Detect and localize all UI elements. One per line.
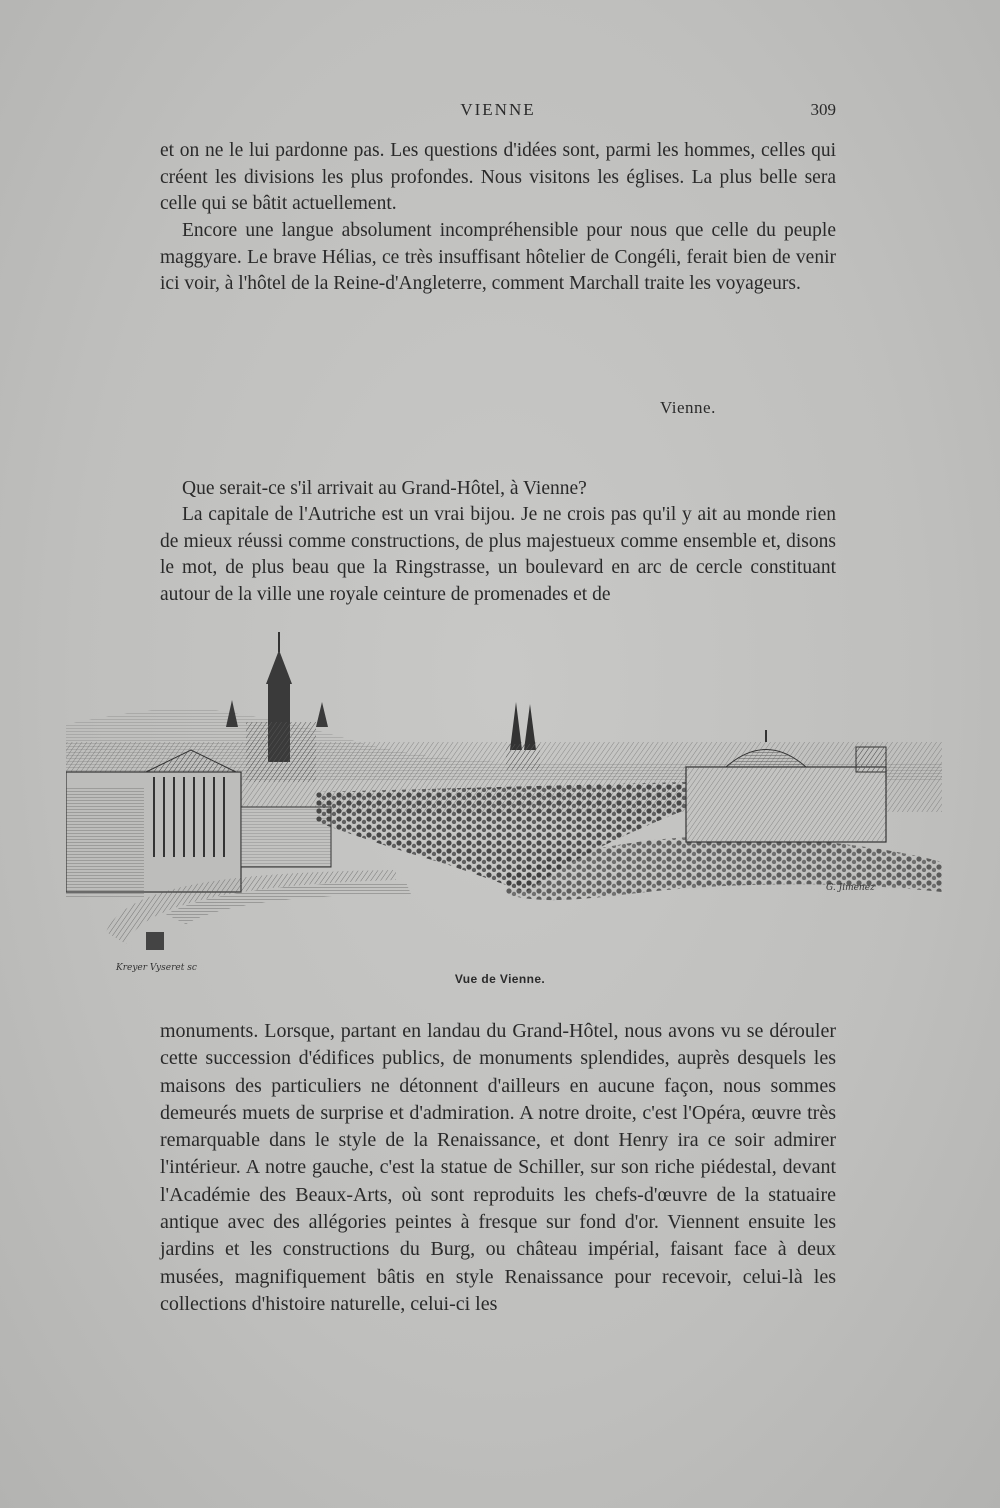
illustration-caption: Vue de Vienne. (454, 972, 546, 986)
section-signature: Vienne. (660, 398, 716, 417)
paragraph-2: Encore une langue absolument incompréhensible pour nous que celle du peuple maggyare. Le brave Hélias, ce très insuffisant hôtelier de Congéli, ferait bien de venir ici voir, à l'hôtel de la Reine-d'Angleterre, comment Marchall traite les voyageurs. (160, 220, 836, 294)
votive-church-spires (506, 702, 540, 770)
artist-signature: G. Jimenez (826, 883, 875, 893)
paragraph-4: La capitale de l'Autriche est un vrai bijou. Je ne crois pas qu'il y ait au monde rien de mieux réussi comme constructions, de plus majestueux comme ensemble et, disons le mot, de plus beau que la Ringstrasse, un boulevard en arc de cercle constituant autour de la ville une royale ceinture de promenades et de (160, 504, 836, 605)
paragraph-3: Que serait-ce s'il arrivait au Grand-Hôtel, à Vienne? (182, 478, 587, 499)
paragraph-5: monuments. Lorsque, partant en landau du Grand-Hôtel, nous avons vu se dérouler cette succession d'édifices publics, de monuments splendides, auprès desquels les maisons des particuliers ne détonnent d'ailleurs en aucune façon, nous sommes demeurés muets de surprise et d'admiration. A notre droite, c'est l'Opéra, œuvre très remarquable dans le style de la Renaissance, et dont Henry ira ce soir admirer l'intérieur. A notre gauche, c'est la statue de Schiller, sur son riche piédestal, devant l'Académie des Beaux-Arts, où sont reproduits les chefs-d'œuvre de la statuaire antique avec des allégories peintes à fresque sur fond d'or. Viennent ensuite les jardins et les constructions du Burg, ou château impérial, faisant face à deux musées, magnifiquement bâtis en style Renaissance pour recevoir, celui-là les collections d'histoire naturelle, celui-ci les (160, 1020, 836, 1315)
running-head (160, 100, 836, 124)
statue-pedestal (146, 932, 164, 950)
running-title: VIENNE (460, 100, 536, 119)
page-number: 309 (810, 100, 836, 119)
paragraph-1: et on ne le lui pardonne pas. Les questions d'idées sont, parmi les hommes, celles qui créent les divisions les plus profondes. Nous visitons les églises. La plus belle sera celle qui se bâtit actuellement. (160, 140, 836, 214)
engraving-view-of-vienna (66, 632, 942, 978)
engraver-signature: Kreyer Vyseret sc (116, 963, 197, 973)
